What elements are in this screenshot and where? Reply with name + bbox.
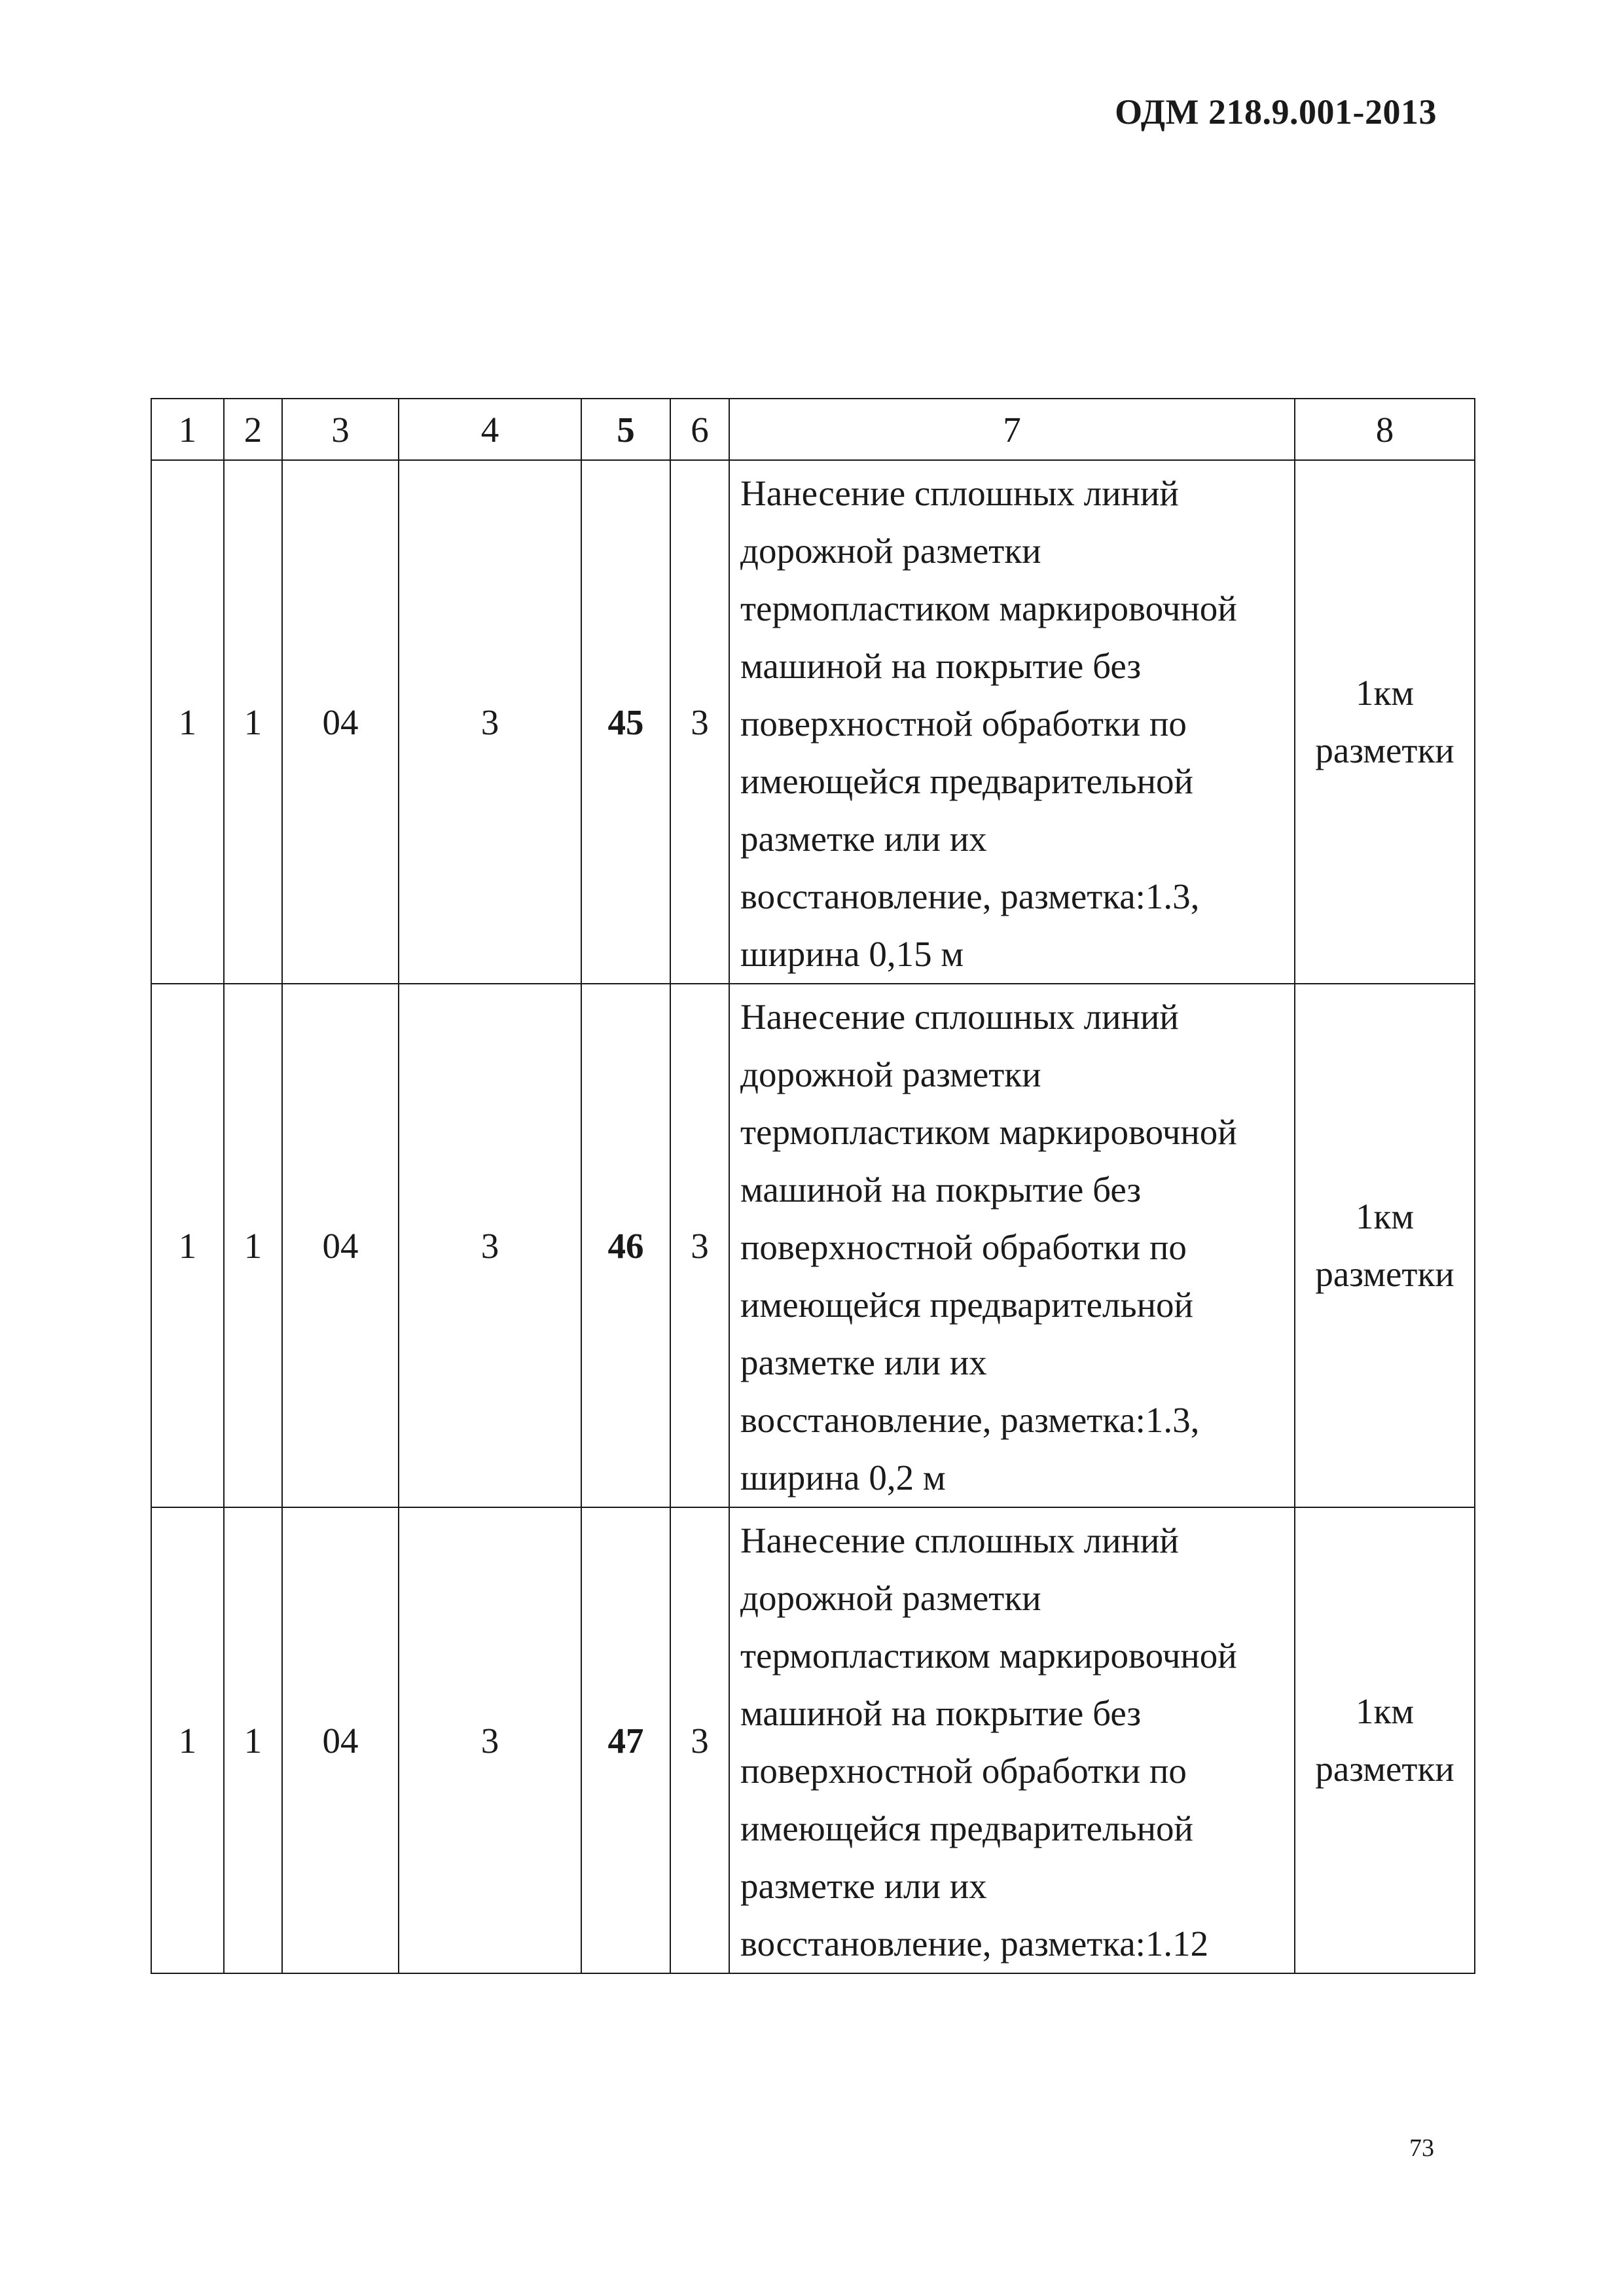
cell-description: Нанесение сплошных линий дорожной разметки термопластиком маркировочной машиной на покрытие без поверхностной обработки по имеющейся предварительной разметке или их восстановление, разметка:1.3, ширина 0,2 м: [729, 984, 1295, 1507]
cell-c2: 1: [224, 1507, 282, 1973]
cell-c1: 1: [151, 460, 224, 984]
cell-c6: 3: [670, 984, 729, 1507]
cell-c4: 3: [399, 984, 581, 1507]
cell-c6: 3: [670, 460, 729, 984]
classifier-table: [151, 398, 1475, 1974]
cell-unit: 1км разметки: [1295, 984, 1475, 1507]
column-number-row: [151, 399, 1475, 460]
page-number: 73: [1409, 2134, 1434, 2162]
table-row: [151, 1507, 1475, 1973]
cell-c4: 3: [399, 460, 581, 984]
column-number: 4: [399, 399, 581, 460]
cell-c2: 1: [224, 984, 282, 1507]
cell-c5: 46: [581, 984, 670, 1507]
column-number: 1: [151, 399, 224, 460]
column-number: 8: [1295, 399, 1475, 460]
cell-unit: 1км разметки: [1295, 460, 1475, 984]
column-number: 3: [282, 399, 399, 460]
cell-c2: 1: [224, 460, 282, 984]
cell-c1: 1: [151, 984, 224, 1507]
cell-c4: 3: [399, 1507, 581, 1973]
cell-description: Нанесение сплошных линий дорожной разметки термопластиком маркировочной машиной на покрытие без поверхностной обработки по имеющейся предварительной разметке или их восстановление, разметка:1.12: [729, 1507, 1295, 1973]
column-number: 6: [670, 399, 729, 460]
cell-c6: 3: [670, 1507, 729, 1973]
cell-description: Нанесение сплошных линий дорожной разметки термопластиком маркировочной машиной на покрытие без поверхностной обработки по имеющейся предварительной разметке или их восстановление, разметка:1.3, ширина 0,15 м: [729, 460, 1295, 984]
document-code: ОДМ 218.9.001-2013: [1115, 92, 1437, 132]
table-row: [151, 984, 1475, 1507]
cell-c5: 47: [581, 1507, 670, 1973]
cell-c3: 04: [282, 460, 399, 984]
column-number: 5: [581, 399, 670, 460]
column-number: 7: [729, 399, 1295, 460]
cell-c1: 1: [151, 1507, 224, 1973]
column-number: 2: [224, 399, 282, 460]
table-row: [151, 460, 1475, 984]
cell-unit: 1км разметки: [1295, 1507, 1475, 1973]
cell-c3: 04: [282, 984, 399, 1507]
cell-c5: 45: [581, 460, 670, 984]
cell-c3: 04: [282, 1507, 399, 1973]
